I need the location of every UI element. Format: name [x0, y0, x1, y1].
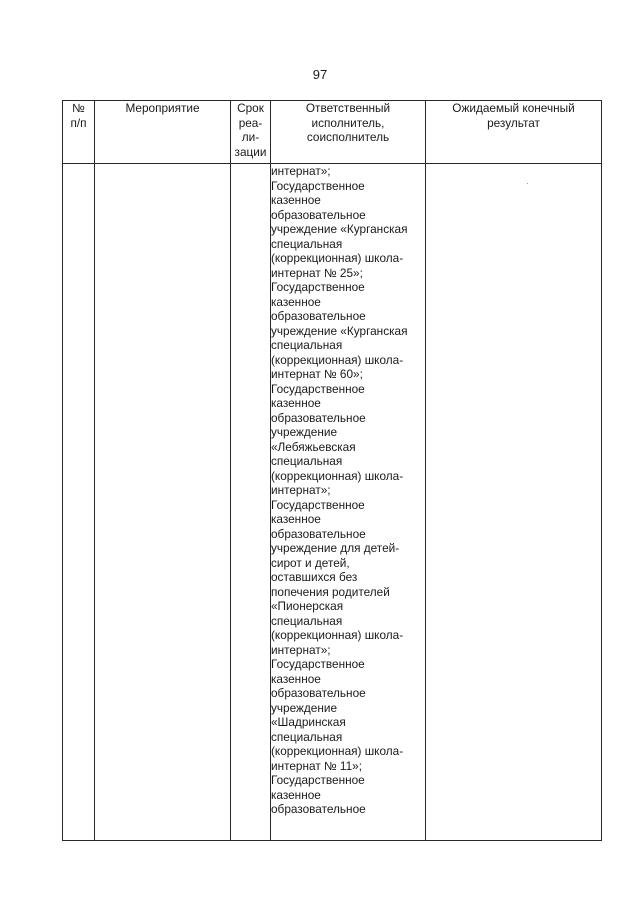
cell-executor	[271, 164, 426, 841]
executor-line: специальная	[271, 454, 343, 468]
cell-deadline	[231, 164, 271, 841]
executor-line: образовательное	[271, 410, 366, 425]
header-result-line: результат	[487, 115, 540, 130]
header-deadline	[231, 101, 271, 164]
executor-line: образовательное	[271, 309, 366, 323]
executor-line: образовательное	[271, 686, 366, 700]
header-executor-line: Ответственный	[305, 101, 391, 115]
scan-speck	[527, 183, 528, 184]
executor-line: Государственное	[271, 657, 365, 671]
header-event-line: Мероприятие	[125, 101, 200, 115]
executor-line: интернат № 11»;	[271, 758, 363, 773]
executor-line: интернат»;	[271, 642, 331, 657]
header-result-line: Ожидаемый конечный	[452, 101, 575, 115]
executor-line: казенное	[271, 193, 321, 207]
action-plan-table	[62, 100, 602, 841]
executor-line: интернат № 25»;	[271, 265, 363, 280]
executor-line: «Пионерская	[271, 599, 344, 613]
executor-line: Государственное	[271, 497, 365, 512]
executor-line: казенное	[271, 512, 321, 526]
header-executor	[271, 101, 426, 164]
header-executor-line: соисполнитель	[306, 130, 390, 144]
header-deadline-line: зации	[234, 144, 267, 159]
header-result	[426, 101, 602, 164]
executor-line: (коррекционная) школа-	[271, 628, 404, 642]
executor-line: специальная	[271, 338, 343, 352]
executor-line: Государственное	[271, 773, 365, 787]
executor-line: образовательное	[271, 802, 366, 816]
executor-line: учреждение «Курганская	[271, 222, 408, 236]
executor-line: Государственное	[271, 381, 365, 396]
header-event	[95, 101, 231, 164]
executor-line: (коррекционная) школа-	[271, 468, 404, 483]
executor-line: учреждение для детей-	[271, 541, 400, 555]
executor-line: казенное	[271, 294, 321, 309]
executor-line: интернат»;	[271, 483, 331, 497]
executor-line: казенное	[271, 396, 321, 410]
table-header-row	[63, 101, 602, 164]
executor-line: «Лебяжьевская	[271, 439, 356, 454]
executor-line: специальная	[271, 613, 343, 628]
executor-line: специальная	[271, 729, 343, 744]
header-executor-line: исполнитель,	[311, 115, 385, 130]
header-num-line: №	[72, 101, 85, 115]
executor-line: учреждение «Курганская	[271, 323, 408, 338]
executor-line: образовательное	[271, 526, 366, 541]
header-deadline-line: реа-	[238, 115, 263, 130]
executor-line: казенное	[271, 671, 321, 686]
page-number: 97	[312, 67, 328, 82]
executor-line: оставшихся без	[271, 570, 358, 584]
executor-line: специальная	[271, 236, 343, 251]
cell-result	[426, 164, 602, 841]
executor-line: попечения родителей	[271, 584, 390, 599]
executor-line: интернат»;	[271, 164, 331, 178]
executor-line: казенное	[271, 787, 321, 802]
executor-line: учреждение	[271, 425, 338, 439]
cell-event	[95, 164, 231, 841]
executor-line: учреждение	[271, 700, 338, 715]
executor-line: (коррекционная) школа-	[271, 251, 404, 265]
executor-line: (коррекционная) школа-	[271, 352, 404, 367]
executor-line: (коррекционная) школа-	[271, 744, 404, 758]
executor-line: образовательное	[271, 207, 366, 222]
executor-line: Государственное	[271, 178, 365, 193]
header-deadline-line: ли-	[241, 130, 260, 144]
header-num	[63, 101, 95, 164]
executor-line: «Шадринская	[271, 715, 346, 729]
executor-line: сирот и детей,	[271, 555, 350, 570]
executor-line: интернат № 60»;	[271, 367, 363, 381]
header-deadline-line: Срок	[237, 101, 264, 115]
table-row	[63, 164, 602, 841]
cell-num	[63, 164, 95, 841]
header-num-line: п/п	[70, 115, 87, 130]
executor-line: Государственное	[271, 280, 365, 294]
